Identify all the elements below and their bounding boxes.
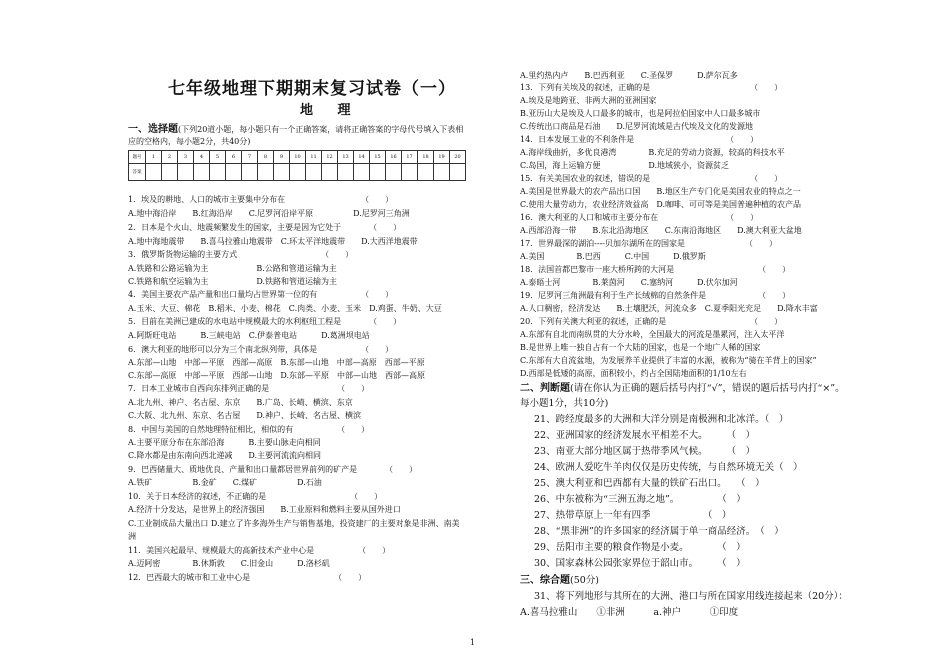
question-line: 2．日本是个火山、地震频繁发生的国家，主要是因为它处于 （ ） bbox=[128, 223, 402, 232]
question-line: A.东部有自北而南纵贯的大分水岭，全国最大的河流是墨累河，注入太平洋 bbox=[520, 330, 785, 339]
question-line: C.传统出口商品是石油 D.尼罗河流域是古代埃及文化的发源地 bbox=[520, 122, 754, 131]
section-3-header bbox=[520, 574, 599, 587]
answer-cell[interactable] bbox=[322, 164, 338, 181]
grid-number: 16 bbox=[386, 151, 402, 164]
answer-cell[interactable] bbox=[226, 164, 242, 181]
answer-cell[interactable] bbox=[290, 164, 306, 181]
judgement-item: 28、“黑非洲”的许多国家的经济属于单一商品经济。 （ ） bbox=[534, 526, 784, 537]
question-line: A.东部—山地 中部—平原 西部—高原 B.东部—山地 中部—高原 西部—平原 bbox=[128, 358, 425, 367]
answer-cell[interactable] bbox=[178, 164, 194, 181]
judgement-item: 23、南亚大部分地区属于热带季风气候。 （ ） bbox=[534, 446, 756, 457]
question-line: 14．日本发展工业的不利条件是 （ ） bbox=[520, 135, 759, 144]
question-line: A.里约热内卢 B.巴西利亚 C.圣保罗 D.萨尔瓦多 bbox=[520, 71, 738, 80]
section-1-header bbox=[128, 124, 463, 135]
question-line: A.人口稠密，经济发达 B.土壤肥沃，河流众多 C.夏季阳光充足 D.降水丰富 bbox=[520, 304, 818, 313]
question-line: A.埃及是地跨亚、非两大洲的亚洲国家 bbox=[520, 96, 657, 105]
question-line: 20．下列有关澳大利亚的叙述，正确的是 （ ） bbox=[520, 317, 783, 326]
question-line: D.西部是低矮的高原，面积较小，约占全国陆地面积的1/10左右 bbox=[520, 369, 747, 378]
question-line: 5．目前在美洲已建成的水电站中规模最大的水利枢纽工程是 （ ） bbox=[128, 317, 402, 326]
question-line: 18．法国首都巴黎市一座大桥所跨的大河是 （ ） bbox=[520, 265, 791, 274]
judgement-item: 22、亚洲国家的经济发展水平相差不大。 （ ） bbox=[534, 430, 756, 441]
question-line: C.东部—高原 中部—平原 西部—山地 D.东部—平原 中部—山地 西部—高原 bbox=[128, 371, 426, 380]
grid-number: 12 bbox=[322, 151, 338, 164]
answer-cell[interactable] bbox=[146, 164, 162, 181]
answer-grid-number-row bbox=[129, 151, 466, 164]
answer-grid bbox=[128, 150, 466, 181]
question-line: A.地中海地震带 B.喜马拉雅山地震带 C.环太平洋地震带 D.大西洋地震带 bbox=[128, 237, 418, 246]
judgement-item: 29、岳阳市主要的粮食作物是小麦。 （ ） bbox=[534, 542, 746, 553]
grid-number: 17 bbox=[402, 151, 418, 164]
question-line: C.岛国，海上运输方便 D.地域狭小，资源贫乏 bbox=[520, 161, 730, 170]
answer-cell[interactable] bbox=[418, 164, 434, 181]
section-1-heading: 一、选择题 bbox=[128, 124, 178, 135]
grid-number: 1 bbox=[146, 151, 162, 164]
exam-subject: 地 理 bbox=[300, 103, 361, 118]
question-line: A.迈阿密 B.休斯敦 C.旧金山 D.洛杉矶 bbox=[128, 559, 330, 568]
question-31-items: A.喜马拉雅山 ①非洲 a.神户 ①印度 bbox=[520, 607, 739, 618]
answer-cell[interactable] bbox=[210, 164, 226, 181]
judgement-item: 27、热带草原上一年有四季 （ ） bbox=[534, 510, 732, 521]
question-line: A.地中海沿岸 B.红海沿岸 C.尼罗河沿岸平原 D.尼罗河三角洲 bbox=[128, 209, 410, 218]
question-line: 12．巴西最大的城市和工业中心是 （ ） bbox=[128, 573, 367, 582]
grid-number: 11 bbox=[306, 151, 322, 164]
question-line: B.亚历山大是埃及人口最多的城市，也是阿拉伯国家中人口最多城市 bbox=[520, 109, 761, 118]
section-1-note-2: 应的空格内，每小题2分，共40分) bbox=[128, 137, 251, 146]
question-line: 17．世界最深的湖泊----贝加尔湖所在的国家是 （ ） bbox=[520, 239, 777, 248]
judgement-item: 21、跨经度最多的大洲和大洋分别是南极洲和北冰洋。（ ） bbox=[534, 414, 789, 425]
question-line: B.是世界上唯一独自占有一个大陆的国家，也是一个地广人稀的国家 bbox=[520, 343, 761, 352]
question-line: C.降水都是由东南向西北递减 D.主要河流流向相同 bbox=[128, 451, 322, 460]
question-line: C.工业制成品大量出口 D.建立了许多海外生产与销售基地，投资建厂的主要对象是非洲、南美 bbox=[128, 519, 460, 528]
section-2-note: (请在你认为正确的题后括号内打“√”，错误的题后括号内打“×”。 bbox=[570, 383, 845, 394]
answer-cell[interactable] bbox=[450, 164, 466, 181]
question-line: 1．埃及的耕地、人口的城市主要集中分布在 （ ） bbox=[128, 195, 394, 204]
section-2-header bbox=[520, 382, 845, 395]
answer-grid-answer-row bbox=[129, 164, 466, 181]
question-line: 11．美国兴起最早、规模最大的高新技术产业中心是 （ ） bbox=[128, 546, 391, 555]
section-2-heading: 二、判断题 bbox=[520, 383, 570, 394]
question-line: A.经济十分发达，是世界上的经济强国 B.工业原料和燃料主要从国外进口 bbox=[128, 505, 401, 514]
grid-number: 19 bbox=[434, 151, 450, 164]
grid-label-number: 题号 bbox=[129, 151, 146, 164]
grid-label-answer: 答案 bbox=[129, 164, 146, 181]
question-line: A.玉米、大豆、棉花 B.稻米、小麦、棉花 C.肉类、小麦、玉米 D.鸡蛋、牛奶、大豆 bbox=[128, 304, 442, 313]
question-line: 13．下列有关埃及的叙述，正确的是 （ ） bbox=[520, 83, 783, 92]
judgement-item: 30、国家森林公园张家界位于韶山市。 （ ） bbox=[534, 558, 746, 569]
question-line: A.阿斯旺电站 B.三峡电站 C.伊泰普电站 D.葛洲坝电站 bbox=[128, 331, 370, 340]
question-line: A.美国 B.巴西 C.中国 D.俄罗斯 bbox=[520, 252, 706, 261]
answer-cell[interactable] bbox=[338, 164, 354, 181]
question-line: 4．美国主要农产品产量和出口量均占世界第一位的有 （ ） bbox=[128, 290, 394, 299]
grid-number: 13 bbox=[338, 151, 354, 164]
judgement-item: 25、澳大利亚和巴西都有大量的铁矿石出口。 （ ） bbox=[534, 478, 765, 489]
judgement-item: 26、中东被称为“三洲五海之地”。 （ ） bbox=[534, 494, 746, 505]
question-31: 31、将下列地形与其所在的大洲、港口与所在国家用线连接起来（20分）： bbox=[534, 591, 848, 602]
grid-number: 3 bbox=[178, 151, 194, 164]
answer-cell[interactable] bbox=[258, 164, 274, 181]
question-line: A.海岸线曲折，多优良港湾 B.充足的劳动力资源，较高的科技水平 bbox=[520, 148, 785, 157]
answer-cell[interactable] bbox=[274, 164, 290, 181]
grid-number: 7 bbox=[242, 151, 258, 164]
grid-number: 6 bbox=[226, 151, 242, 164]
answer-cell[interactable] bbox=[194, 164, 210, 181]
grid-number: 20 bbox=[450, 151, 466, 164]
answer-cell[interactable] bbox=[242, 164, 258, 181]
grid-number: 9 bbox=[274, 151, 290, 164]
section-2-note-2: 每小题1分，共10分) bbox=[520, 398, 609, 409]
question-line: C.使用大量劳动力，农业经济效益高 D.咖啡、可可等是美国普遍种植的农产品 bbox=[520, 200, 802, 209]
grid-number: 18 bbox=[418, 151, 434, 164]
question-line: 19．尼罗河三角洲最有利于生产长绒棉的自然条件是 （ ） bbox=[520, 291, 791, 300]
answer-cell[interactable] bbox=[402, 164, 418, 181]
grid-number: 4 bbox=[194, 151, 210, 164]
question-line: A.西部沿海一带 B.东北沿海地区 C.东南沿海地区 D.澳大利亚大盆地 bbox=[520, 226, 802, 235]
question-line: 3．俄罗斯货物运输的主要方式 （ ） bbox=[128, 250, 354, 259]
question-line: A.北九州、神户、名古屋、东京 B.广岛、长崎、横滨、东京 bbox=[128, 398, 353, 407]
question-line: 10．关于日本经济的叙述，不正确的是 （ ） bbox=[128, 492, 383, 501]
question-line: A.铁矿 B.金矿 C.煤矿 D.石油 bbox=[128, 478, 322, 487]
question-line: C.东部有大自流盆地，为发展养羊业提供了丰富的水源，被称为“骑在羊背上的国家” bbox=[520, 356, 817, 365]
question-line: 8．中国与美国的自然地理特征相比，相似的有 （ ） bbox=[128, 425, 370, 434]
exam-title: 七年级地理下期期末复习试卷（一） bbox=[168, 79, 456, 99]
question-line: 6．澳大利亚的地形可以分为三个南北纵列带，具体是 （ ） bbox=[128, 345, 394, 354]
question-line: 15．有关美国农业的叙述，错误的是 （ ） bbox=[520, 174, 783, 183]
page-number: 1 bbox=[470, 638, 476, 647]
answer-cell[interactable] bbox=[354, 164, 370, 181]
question-line: A.主要平原分布在东部沿海 B.主要山脉走向相同 bbox=[128, 438, 321, 447]
answer-cell[interactable] bbox=[370, 164, 386, 181]
answer-cell[interactable] bbox=[386, 164, 402, 181]
judgement-item: 24、欧洲人爱吃牛羊肉仅仅是历史传统，与自然环境无关（ ） bbox=[534, 462, 803, 473]
answer-cell[interactable] bbox=[434, 164, 450, 181]
question-line: A.泰晤士河 B.莱茵河 C.塞纳河 D.伏尔加河 bbox=[520, 278, 738, 287]
grid-number: 8 bbox=[258, 151, 274, 164]
question-line: 7．日本工业城市自西向东排列正确的是 （ ） bbox=[128, 384, 370, 393]
grid-number: 2 bbox=[162, 151, 178, 164]
answer-cell[interactable] bbox=[162, 164, 178, 181]
question-line: 16．澳大利亚的人口和城市主要分布在 （ ） bbox=[520, 213, 759, 222]
grid-number: 10 bbox=[290, 151, 306, 164]
question-line: C.铁路和航空运输为主 D.铁路和管道运输为主 bbox=[128, 277, 338, 286]
question-line: A.美国是世界最大的农产品出口国 B.地区生产专门化是美国农业的特点之一 bbox=[520, 187, 801, 196]
grid-number: 15 bbox=[370, 151, 386, 164]
question-line: A.铁路和公路运输为主 B.公路和管道运输为主 bbox=[128, 264, 337, 273]
question-line: 9．巴西储量大、质地优良、产量和出口量都居世界前列的矿产是 （ ） bbox=[128, 465, 418, 474]
section-1-note: (下列20道小题，每小题只有一个正确答案，请将正确答案的字母代号填入下表相 bbox=[178, 125, 464, 134]
grid-number: 5 bbox=[210, 151, 226, 164]
section-3-heading: 三、综合题 bbox=[520, 575, 570, 586]
grid-number: 14 bbox=[354, 151, 370, 164]
question-line: 洲 bbox=[128, 532, 136, 541]
answer-cell[interactable] bbox=[306, 164, 322, 181]
question-line: C.大阪、北九州、东京、名古屋 D.神户、长崎、名古屋、横滨 bbox=[128, 411, 362, 420]
section-3-note: (50分) bbox=[570, 575, 600, 586]
